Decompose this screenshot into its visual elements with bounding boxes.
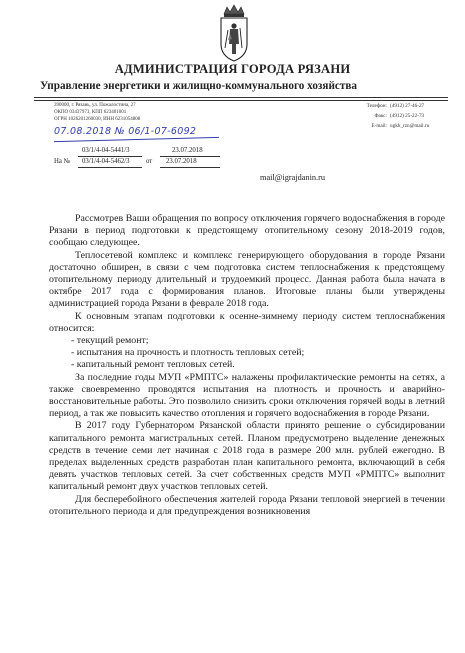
email-value: ugkh_rzn@mail.ru: [390, 123, 430, 129]
outgoing-date-line: [160, 156, 220, 157]
reply-to-ot-label: от: [146, 158, 153, 165]
coat-of-arms-emblem: [216, 4, 252, 62]
header-rule-thick: [34, 97, 448, 98]
reply-to-date: 23.07.2018: [166, 158, 197, 165]
organization-title: АДМИНИСТРАЦИЯ ГОРОДА РЯЗАНИ: [114, 62, 351, 76]
paragraph-intro: Рассмотрев Ваши обращения по вопросу отключения горячего водоснабжения в городе Рязани в период подготовки к предстоящему отопительному сезону 2018-2019 годов, сообщаю следующее.: [49, 213, 445, 249]
phone-label: Телефон:: [366, 103, 387, 109]
handwritten-underline: [54, 137, 219, 142]
outgoing-number-line: [78, 156, 142, 157]
header-rule-thin: [34, 100, 448, 101]
handwritten-registration: 07.08.2018 № 06/1-07-6092: [54, 126, 197, 137]
list-item: - испытания на прочность и плотность тепловых сетей;: [71, 347, 305, 359]
paragraph-subsidy: В 2017 году Губернатором Рязанской области принято решение о субсидировании капитального ремонта магистральных сетей. Планом предусмотрено выделение денежных средств в течение семи лет начиная с 2018 года в размере 200 млн. рублей ежегодно. В пределах выделенных средств разработан план капитального ремонта, включающий в себя девять участков тепловых сетей. За счет собственных средств МУП «РМПТС» выполнит капитальный ремонт двух участков тепловых сетей.: [49, 420, 445, 493]
list-item: - капитальный ремонт тепловых сетей.: [71, 359, 235, 371]
reply-to-date-line: [160, 167, 220, 168]
recipient-email: mail@igrajdanin.ru: [260, 173, 326, 182]
letter-body: [49, 213, 445, 518]
fax-label: Факс:: [374, 113, 387, 119]
fax-value: (4912) 25-22-73: [390, 113, 425, 119]
reply-to-number: 03/1/4-04-5462/3: [82, 158, 130, 165]
email-label: E-mail:: [371, 123, 387, 129]
okpo-line: ОКПО 03437973, КПП 623401001: [54, 110, 127, 115]
paragraph-stages: К основным этапам подготовки к осенне-зимнему периоду систем теплоснабжения относится:: [49, 310, 445, 334]
paragraph-heat-complex: Теплосетевой комплекс и комплекс генерирующего оборудования в городе Рязани достаточно обширен, в связи с чем подготовка систем теплоснабжения к предстоящему отопительному периоду длительный и трудоемкий процесс. Данная работа была начата в октябре 2017 года с формирования планов. Итоговые планы были утверждены администрацией города Рязани в феврале 2018 года.: [49, 249, 445, 310]
reply-to-label: На №: [54, 158, 71, 165]
phone-value: (4912) 27-46-27: [390, 103, 425, 109]
outgoing-date: 23.07.2018: [172, 147, 203, 154]
paragraph-repairs: За последние годы МУП «РМПТС» налажены профилактические ремонты на сетях, а также своевременно проводятся испытания на плотность и прочность и аварийно-восстановительные работы. Это позволило снизить сроки отключения горячей воды в летний период, а так же повысить качество отопления и горячего водоснабжения в городе Рязани.: [49, 371, 445, 420]
list-item: - текущий ремонт;: [71, 335, 149, 347]
paragraph-supply: Для бесперебойного обеспечения жителей города Рязани тепловой энергией в течении отопительного периода и для предупреждения возникновения: [49, 493, 445, 517]
ogrn-line: ОГРН 1026201260030, ИНН 6231054808: [54, 117, 141, 122]
reply-to-number-line: [78, 167, 142, 168]
department-subtitle: Управление энергетики и жилищно-коммунального хозяйства: [40, 80, 358, 92]
outgoing-number: 03/1/4-04-5441/3: [82, 147, 130, 154]
address-line: 390000, г. Рязань, ул. Пожалостина, 27: [54, 103, 136, 108]
